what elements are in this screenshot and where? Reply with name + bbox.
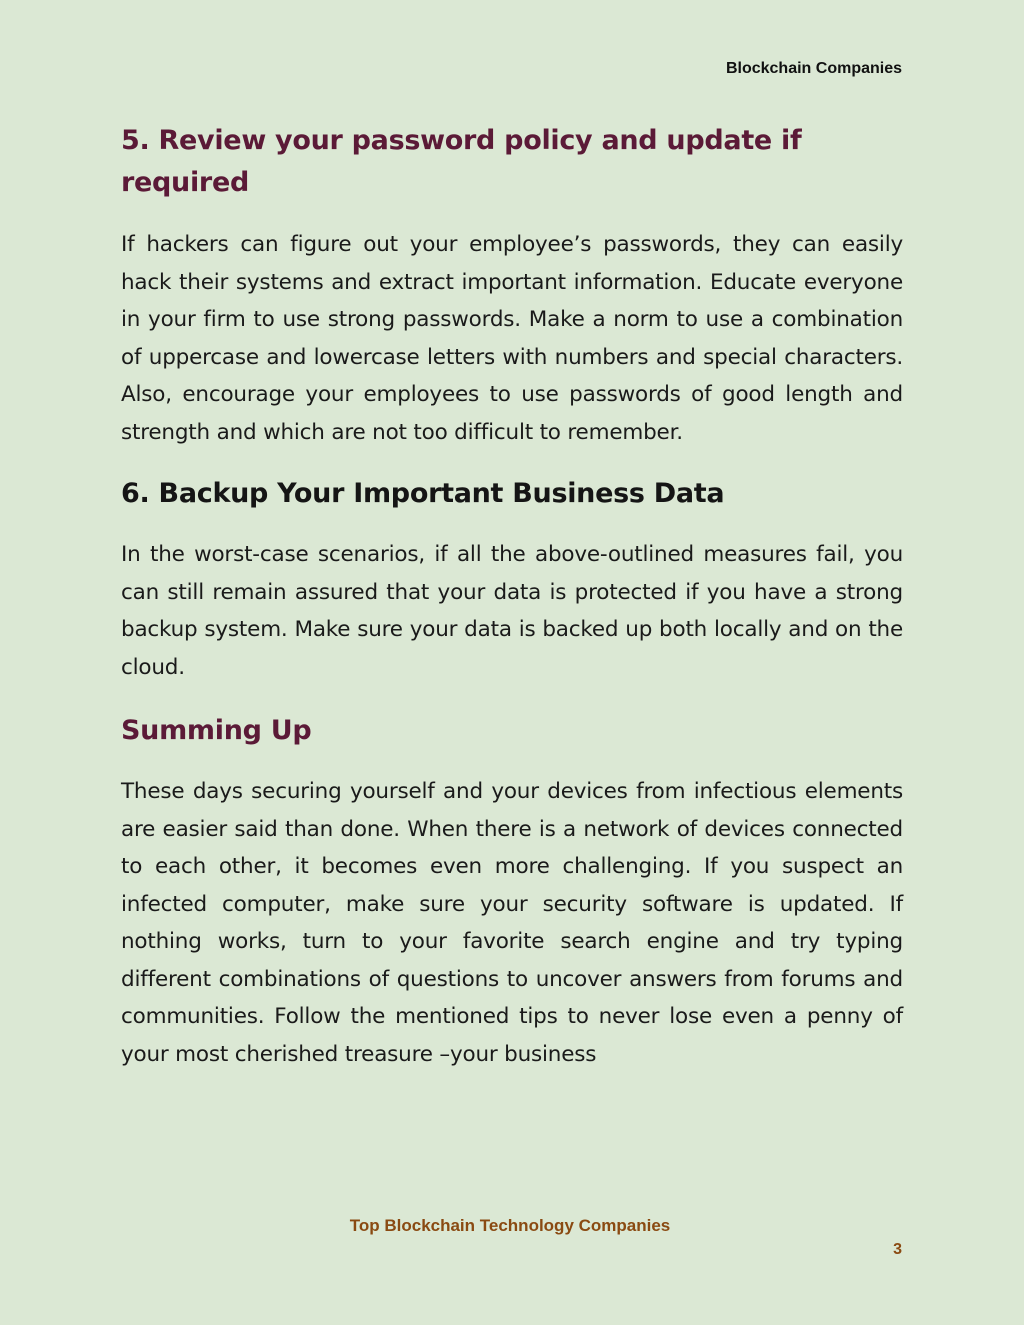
page-footer — [0, 1216, 1024, 1236]
page-content — [121, 120, 903, 1073]
running-header: Blockchain Companies — [725, 60, 902, 77]
section-body-summing-up: These days securing yourself and your devices from infectious elements are easier said than done. When there is a network of devices connected to each other, it becomes even more challenging. If you suspect an infected computer, make sure your security software is updated. If nothing works, turn to your favorite search engine and try typing different combinations of questions to uncover answers from forums and communities. Follow the mentioned tips to never lose even a penny of your most cherished treasure –your business — [121, 779, 903, 1067]
page-number: 3 — [893, 1241, 902, 1258]
section-heading-backup-data: 6. Backup Your Important Business Data — [121, 478, 725, 509]
footer-text: Top Blockchain Technology Companies — [349, 1216, 671, 1235]
section-body-password-policy: If hackers can figure out your employee’s passwords, they can easily hack their systems and extract important information. Educate everyone in your firm to use strong passwords. Make a norm to use a combination of uppercase and lowercase letters with numbers and special characters. Also, encourage your employees to use passwords of good length and strength and which are not too difficult to remember. — [121, 232, 903, 445]
section-body-backup-data: In the worst-case scenarios, if all the above-outlined measures fail, you can still remain assured that your data is protected if you have a strong backup system. Make sure your data is backed up both locally and on the cloud. — [121, 542, 903, 680]
section-heading-summing-up: Summing Up — [121, 715, 312, 746]
section-heading-password-policy: 5. Review your password policy and update if required — [121, 125, 802, 198]
